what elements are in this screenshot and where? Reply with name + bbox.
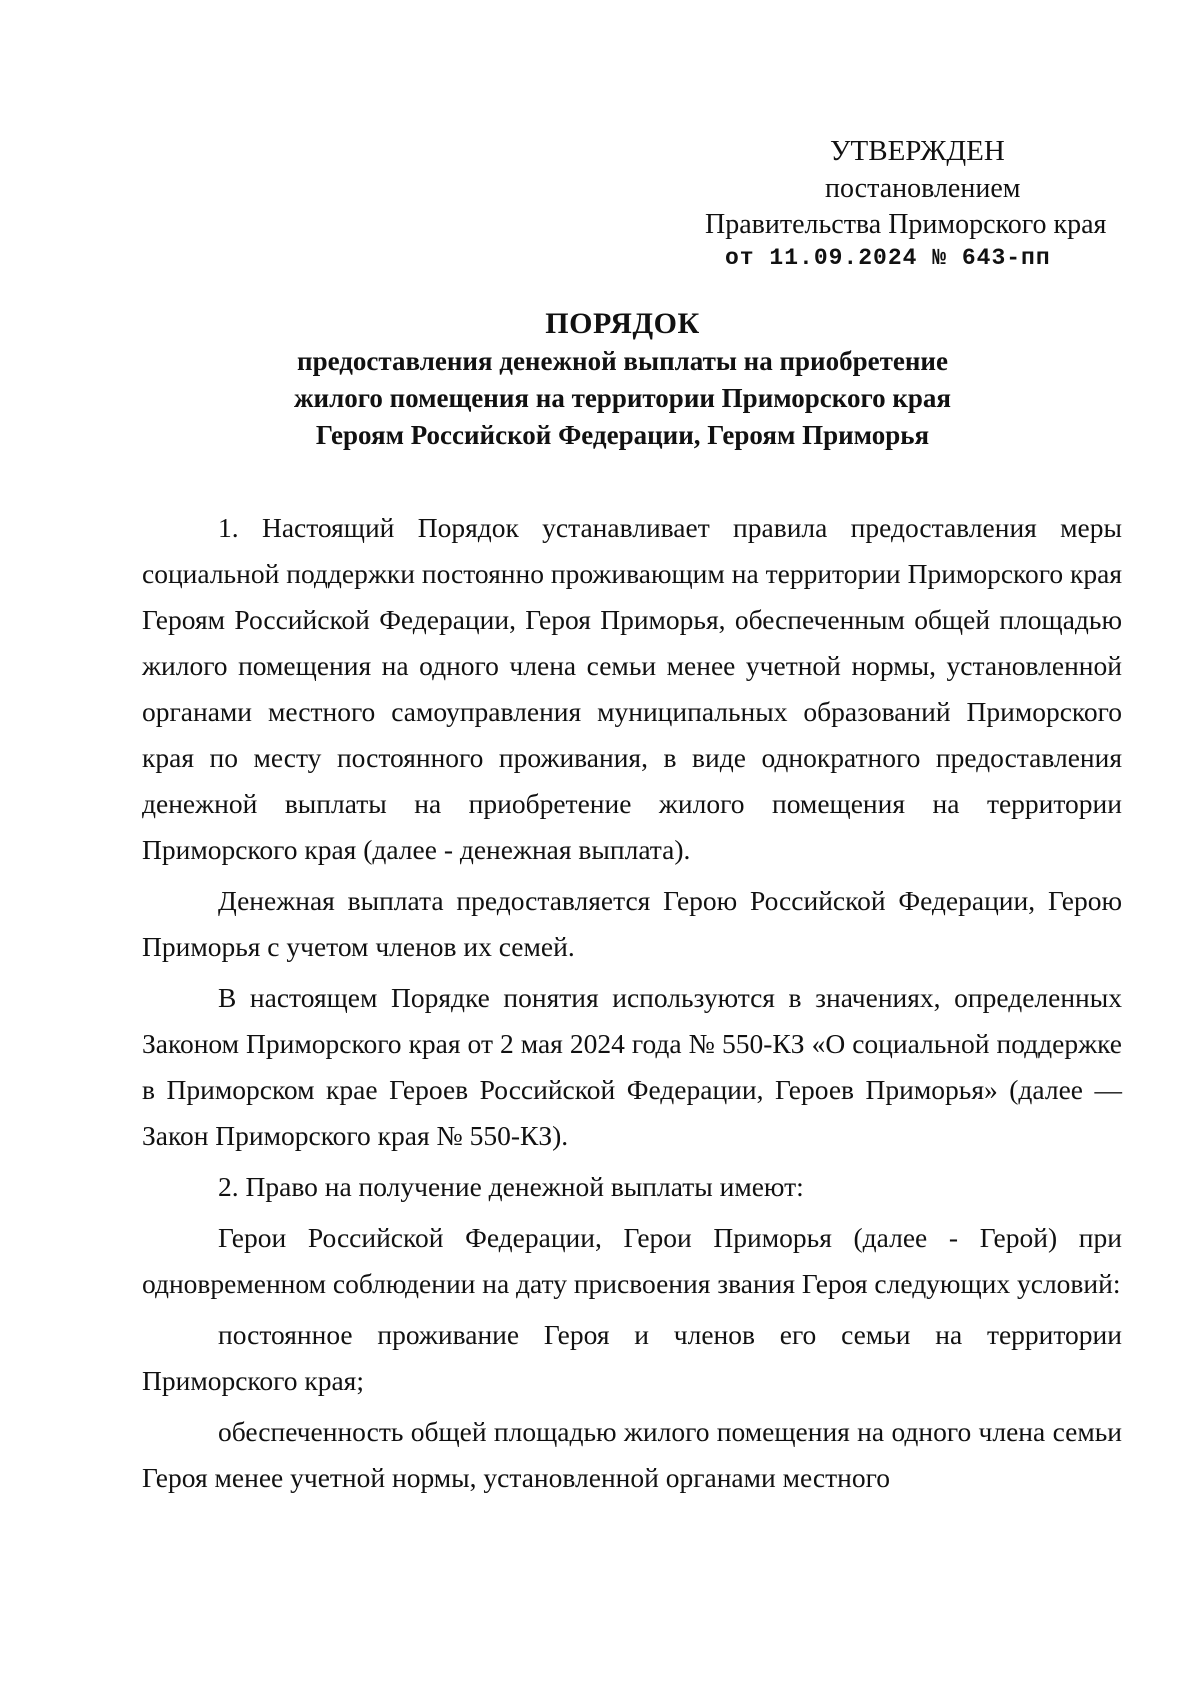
paragraph-7: обеспеченность общей площадью жилого помещения на одного члена семьи Героя менее учетной нормы, установленной органами местного — [142, 1416, 1122, 1493]
paragraph-1: 1. Настоящий Порядок устанавливает правила предоставления меры социальной поддержки постоянно проживающим на территории Приморского края Героям Российской Федерации, Героя Приморья, обеспеченным общей площадью жилого помещения на одного члена семьи менее учетной нормы, установленной органами местного самоуправления муниципальных образований Приморского края по месту постоянного проживания, в виде однократного предоставления денежной выплаты на приобретение жилого помещения на территории Приморского края (далее - денежная выплата). — [142, 512, 1122, 865]
approval-date-number: от 11.09.2024 № 643-пп — [725, 245, 1051, 271]
paragraph-6: постоянное проживание Героя и членов его семьи на территории Приморского края; — [142, 1319, 1122, 1396]
paragraph-4: 2. Право на получение денежной выплаты имеют: — [218, 1171, 804, 1202]
paragraph-5: Герои Российской Федерации, Герои Приморья (далее - Герой) при одновременном соблюдении на дату присвоения звания Героя следующих условий: — [142, 1222, 1122, 1299]
document-subtitle-line: предоставления денежной выплаты на приобретение — [297, 346, 948, 376]
document-subtitle-line: Героям Российской Федерации, Героям Приморья — [315, 420, 930, 450]
approval-by: постановлением — [825, 173, 1021, 204]
approval-approved: УТВЕРЖДЕН — [830, 135, 1005, 167]
document-subtitle-line: жилого помещения на территории Приморского края — [293, 383, 952, 413]
approval-authority: Правительства Приморского края — [705, 209, 1107, 240]
document-title-block — [130, 305, 1115, 454]
document-body — [142, 505, 1122, 1506]
paragraph-2: Денежная выплата предоставляется Герою Российской Федерации, Герою Приморья с учетом членов их семей. — [142, 885, 1122, 962]
paragraph-3: В настоящем Порядке понятия используются в значениях, определенных Законом Приморского края от 2 мая 2024 года № 550-КЗ «О социальной поддержке в Приморском крае Героев Российской Федерации, Героев Приморья» (далее — Закон Приморского края № 550-КЗ). — [142, 982, 1122, 1151]
document-title: ПОРЯДОК — [545, 307, 700, 340]
